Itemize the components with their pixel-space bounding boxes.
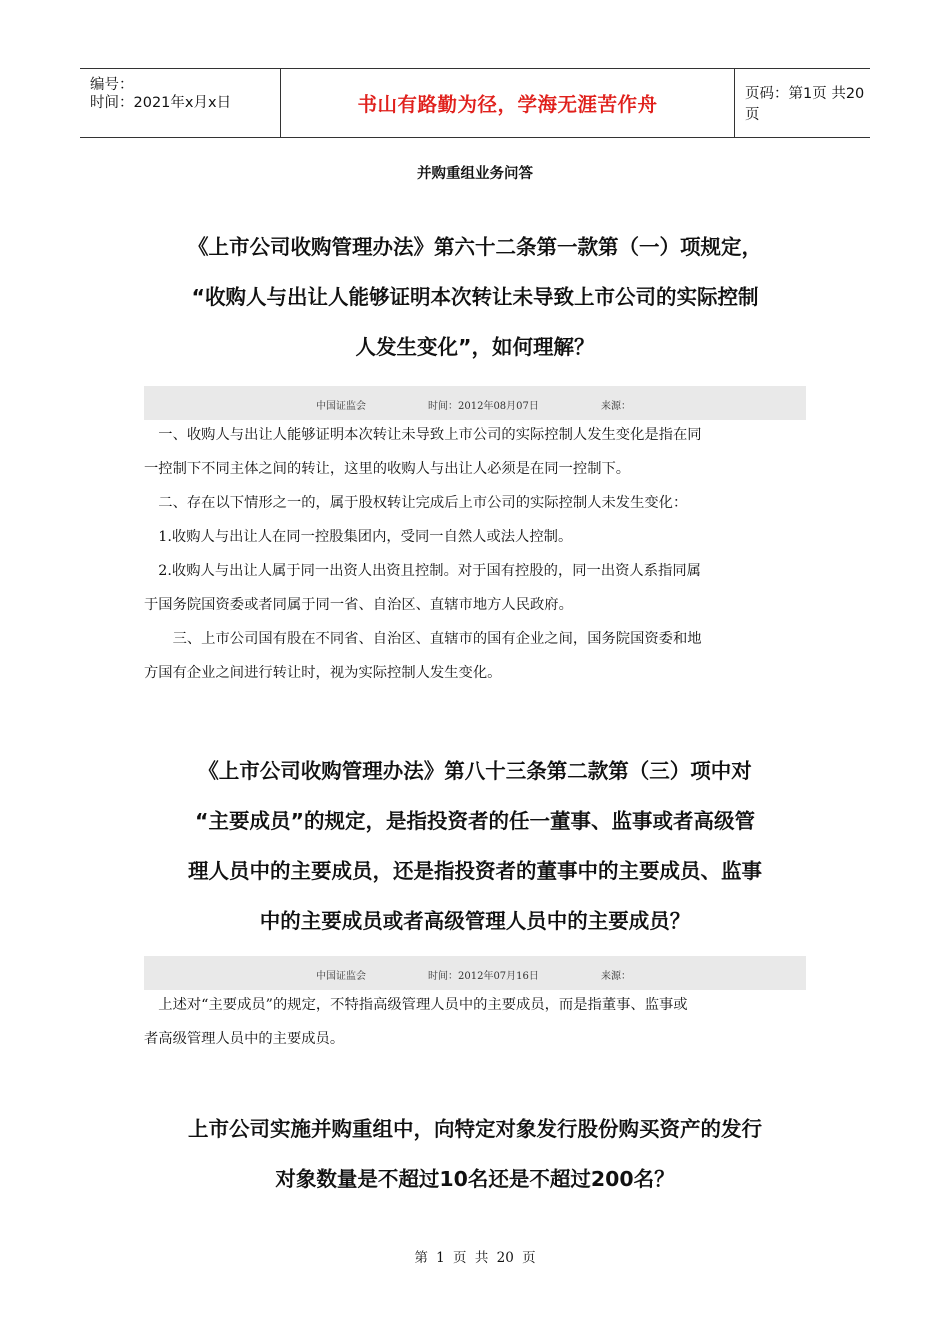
document-header [80,68,870,138]
answer-line: 方国有企业之间进行转让时，视为实际控制人发生变化。 [144,665,502,681]
meta-from: 来源： [601,971,631,982]
question-line: “主要成员”的规定，是指投资者的任一董事、监事或者高级管 [195,809,755,833]
answer-line: 上述对“主要成员”的规定，不特指高级管理人员中的主要成员，而是指董事、监事或 [144,997,688,1013]
meta-bar-2 [144,956,806,990]
question-line: 理人员中的主要成员，还是指投资者的董事中的主要成员、监事 [188,859,762,883]
page-footer: 第 1 页 共 20 页 [414,1250,536,1266]
meta-from: 来源： [601,401,631,412]
question-line: 《上市公司收购管理办法》第八十三条第二款第（三）项中对 [198,759,752,783]
document-title: 并购重组业务问答 [417,166,533,182]
answer-line: 2.收购人与出让人属于同一出资人出资且控制。对于国有控股的，同一出资人系指同属 [144,563,701,579]
answer-line: 于国务院国资委或者同属于同一省、自治区、直辖市地方人民政府。 [144,597,573,613]
question-line: 上市公司实施并购重组中，向特定对象发行股份购买资产的发行 [188,1117,762,1141]
motto-text: 书山有路勤为径，学海无涯苦作舟 [357,93,658,116]
question-line: 人发生变化”，如何理解？ [355,335,595,359]
code-label: 编号： [90,77,134,93]
answer-line: 二、存在以下情形之一的，属于股权转让完成后上市公司的实际控制人未发生变化： [144,495,688,511]
meta-time: 时间：2012年08月07日 [428,401,539,412]
question-line: 对象数量是不超过10名还是不超过200名？ [275,1167,675,1191]
page-code: 页码：第1页 共20页 [745,86,865,123]
time-label: 时间：2021年x月x日 [90,95,232,111]
question-2 [140,746,810,946]
header-motto-cell [280,69,735,137]
answer-line: 1.收购人与出让人在同一控股集团内，受同一自然人或法人控制。 [144,529,573,545]
answer-2 [144,988,806,1056]
answer-1 [144,418,806,690]
question-3 [140,1104,810,1204]
meta-source: 中国证监会 [316,971,366,982]
question-line: “收购人与出让人能够证明本次转让未导致上市公司的实际控制 [191,285,759,309]
header-left-cell [80,69,280,137]
meta-bar-1 [144,386,806,420]
question-1 [140,222,810,372]
answer-line: 三、上市公司国有股在不同省、自治区、直辖市的国有企业之间，国务院国资委和地 [144,631,702,647]
answer-line: 一、收购人与出让人能够证明本次转让未导致上市公司的实际控制人发生变化是指在同 [144,427,702,443]
meta-time: 时间：2012年07月16日 [428,971,539,982]
meta-source: 中国证监会 [316,401,366,412]
question-line: 中的主要成员或者高级管理人员中的主要成员？ [259,909,691,933]
answer-line: 一控制下不同主体之间的转让，这里的收购人与出让人必须是在同一控制下。 [144,461,631,477]
answer-line: 者高级管理人员中的主要成员。 [144,1031,345,1047]
header-page-cell [735,69,870,137]
question-line: 《上市公司收购管理办法》第六十二条第一款第（一）项规定， [188,235,762,259]
